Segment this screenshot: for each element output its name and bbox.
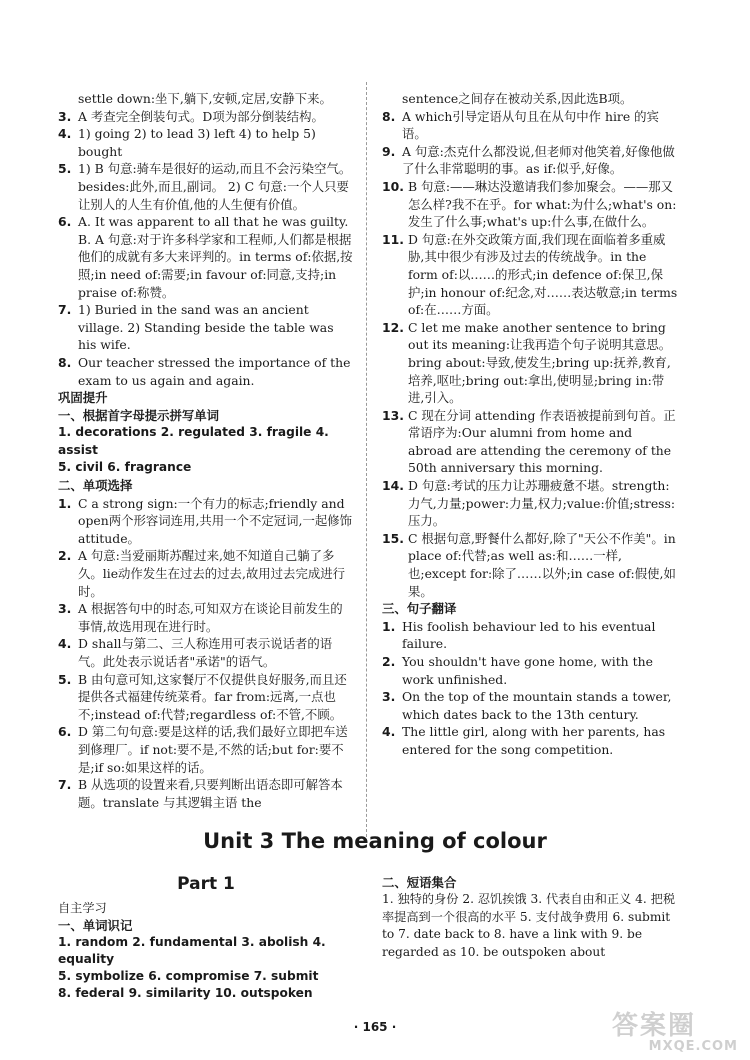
item-text: B 从选项的设置来看,只要判断出语态即可解答本题。translate 与其逻辑主语 the [78, 777, 343, 810]
item-number: 4. [58, 636, 72, 652]
choice-item-4 [58, 635, 354, 670]
vocabulary-section [58, 896, 354, 1002]
section-heading-translation: 三、句子翻译 [382, 601, 457, 617]
item-number: 6. [58, 214, 72, 230]
choice-item-15 [382, 530, 678, 600]
choice-item-3 [58, 600, 354, 635]
vocabulary-line-1: 1. random 2. fundamental 3. abolish 4. equality [58, 935, 326, 966]
part-title: Part 1 [177, 874, 235, 894]
watermark-logo [612, 1012, 738, 1056]
item-text: A 根据答句中的时态,可知双方在谈论目前发生的事情,故选用现在进行时。 [78, 601, 343, 634]
section-heading-consolidate: 巩固提升 [58, 390, 108, 406]
choice-item-6 [58, 723, 354, 776]
item-text: His foolish behaviour led to his eventual failure. [402, 618, 656, 652]
choice-item-1 [58, 495, 354, 548]
column-divider [366, 82, 367, 842]
item-number: 8. [58, 354, 72, 370]
item-number: 11. [382, 231, 404, 247]
item-text: C 现在分词 attending 作表语被提前到句首。正常语序为:Our alumni from home and abroad are attending the ceremony of the 50th anniversary this morning. [408, 407, 676, 476]
item-number: 5. [58, 671, 72, 687]
spelling-answers-line-2: 5. civil 6. fragrance [58, 460, 192, 475]
item-number: 2. [382, 654, 396, 669]
item-text: A 句意:杰克什么都没说,但老师对他笑着,好像他做了什么非常聪明的事。as if:似乎,好像。 [402, 143, 675, 177]
answer-line: settle down:坐下,躺下,安顿,定居,安静下来。 [78, 91, 332, 106]
item-text: You shouldn't have gone home, with the work unfinished. [402, 654, 653, 687]
item-number: 4. [382, 724, 396, 740]
item-text: D shall与第二、三人称连用可表示说话者的语气。此处表示说话者"承诺"的语气。 [78, 636, 333, 669]
page-number: · 165 · [353, 1020, 397, 1034]
item-number: 13. [382, 407, 404, 423]
item-text: 1) Buried in the sand was an ancient village. 2) Standing beside the table was his wife. [78, 302, 334, 353]
item-text: D 句意:考试的压力让苏珊疲惫不堪。strength:力气,力量;power:力量,权力;value:价值;stress:压力。 [408, 478, 676, 529]
choice-item-12 [382, 319, 678, 407]
choice-item-14 [382, 477, 678, 530]
item-number: 2. [58, 548, 72, 564]
item-text: 1) B 句意:骑车是很好的运动,而且不会污染空气。besides:此外,而且,副词。 2) C 句意:一个人只要让别人的人生有价值,他的人生便有价值。 [78, 161, 352, 212]
item-number: 1. [382, 618, 396, 634]
left-column [58, 90, 354, 811]
item-number: 6. [58, 724, 72, 740]
answer-item-4 [58, 125, 354, 160]
phrase-section [382, 874, 678, 961]
right-column [382, 90, 678, 759]
item-number: 12. [382, 319, 404, 335]
item-number: 1. [58, 495, 72, 511]
answer-item-8 [58, 354, 354, 389]
section-heading-phrases: 二、短语集合 [382, 875, 457, 890]
answer-item-7 [58, 301, 354, 354]
choice-item-11 [382, 231, 678, 319]
item-text: C let me make another sentence to bring out its meaning:让我再造个句子说明其意思。bring about:导致,使发生;bring up:抚养,教育,培养,呕吐;bring out:拿出,使明显;bring in:带进,引入。 [408, 319, 672, 406]
item-number: 5. [58, 161, 72, 177]
item-text: Our teacher stressed the importance of the exam to us again and again. [78, 354, 351, 388]
spelling-answers-line-1: 1. decorations 2. regulated 3. fragile 4. assist [58, 425, 329, 457]
item-text: C 根据句意,野餐什么都好,除了"天公不作美"。in place of:代替;as well as:和……一样,也;except for:除了……以外;in case of:假使,如果。 [408, 530, 676, 599]
item-text: C a strong sign:一个有力的标志;friendly and open两个形容词连用,共用一个不定冠词,一起修饰 attitude。 [78, 495, 353, 546]
item-text: A which引导定语从句且在从句中作 hire 的宾语。 [402, 108, 659, 142]
item-number: 10. [382, 178, 404, 194]
phrase-answers: 1. 独特的身份 2. 忍饥挨饿 3. 代表自由和正义 4. 把税率提高到一个很高的水平 5. 支付战争费用 6. submit to 7. date back to 8. have a link with 9. be regarded as 10. be outspoken about [382, 892, 676, 959]
choice-item-13 [382, 407, 678, 477]
choice-item-7 [58, 776, 354, 811]
item-text: The little girl, along with her parents, has entered for the song competition. [402, 724, 666, 757]
translation-item-2 [382, 653, 678, 688]
item-number: 14. [382, 478, 404, 494]
item-number: 9. [382, 143, 396, 159]
item-number: 8. [382, 108, 396, 124]
answer-item-5 [58, 160, 354, 213]
answer-item-3 [58, 108, 354, 126]
translation-item-1 [382, 618, 678, 653]
choice-item-2 [58, 547, 354, 600]
section-heading-spelling: 一、根据首字母提示拼写单词 [58, 407, 220, 423]
item-text: D 第二句句意:要是这样的话,我们最好立即把车送到修理厂。if not:要不是,不然的话;but for:要不是;if so:如果这样的话。 [78, 724, 348, 775]
unit-title: Unit 3 The meaning of colour [203, 829, 547, 853]
choice-item-10 [382, 178, 678, 231]
item-number: 7. [58, 302, 72, 318]
item-text: On the top of the mountain stands a tower, which dates back to the 13th century. [402, 689, 672, 722]
item-text: A 句意:当爱丽斯苏醒过来,她不知道自己躺了多久。lie动作发生在过去的过去,故用过去完成进行时。 [78, 548, 346, 599]
item-number: 3. [382, 689, 396, 705]
vocabulary-line-2: 5. symbolize 6. compromise 7. submit [58, 969, 319, 983]
item-text: A 考查完全倒装句式。D项为部分倒装结构。 [78, 108, 324, 124]
watermark-text: 答案圈 [612, 1011, 697, 1041]
section-heading-choice: 二、单项选择 [58, 478, 133, 494]
item-text: 1) going 2) to lead 3) left 4) to help 5) bought [78, 126, 316, 159]
answer-item-6 [58, 213, 354, 301]
vocabulary-line-3: 8. federal 9. similarity 10. outspoken [58, 986, 313, 1000]
item-number: 4. [58, 126, 72, 142]
item-text: B 句意:——琳达没邀请我们参加聚会。——那又怎么样?我不在乎。for what:为什么;what's on:发生了什么事;what's up:什么事,在做什么。 [408, 178, 677, 230]
self-study-heading: 自主学习 [58, 901, 107, 915]
item-number: 7. [58, 777, 72, 793]
item-text: B 由句意可知,这家餐厅不仅提供良好服务,而且还提供各式福建传统菜肴。far from:远离,一点也不;instead of:代替;regardless of:不管,不顾。 [78, 671, 347, 722]
item-number: 3. [58, 601, 72, 617]
choice-item-9 [382, 143, 678, 178]
item-number: 3. [58, 108, 72, 124]
watermark-url: MXQE.COM [648, 1039, 738, 1054]
choice-item-5 [58, 671, 354, 724]
translation-item-4 [382, 723, 678, 758]
item-number: 15. [382, 530, 404, 546]
item-text: A. It was apparent to all that he was guilty. B. A 句意:对于许多科学家和工程师,人们都是根据他们的成就有多大来评判的。in terms of:依据,按照;in need of:需要;in favour of:同意,支持;in praise of:称赞。 [78, 214, 353, 300]
translation-item-3 [382, 688, 678, 723]
section-heading-vocabulary: 一、单词识记 [58, 918, 133, 933]
item-text: D 句意:在外交政策方面,我们现在面临着多重威胁,其中很少有涉及过去的传统战争。in the form of:以……的形式;in defence of:保卫,保护;in honour of:纪念,对……表达敬意;in terms of:在……方面。 [408, 231, 678, 318]
choice-item-8 [382, 108, 678, 143]
answer-line: sentence之间存在被动关系,因此选B项。 [402, 91, 633, 106]
